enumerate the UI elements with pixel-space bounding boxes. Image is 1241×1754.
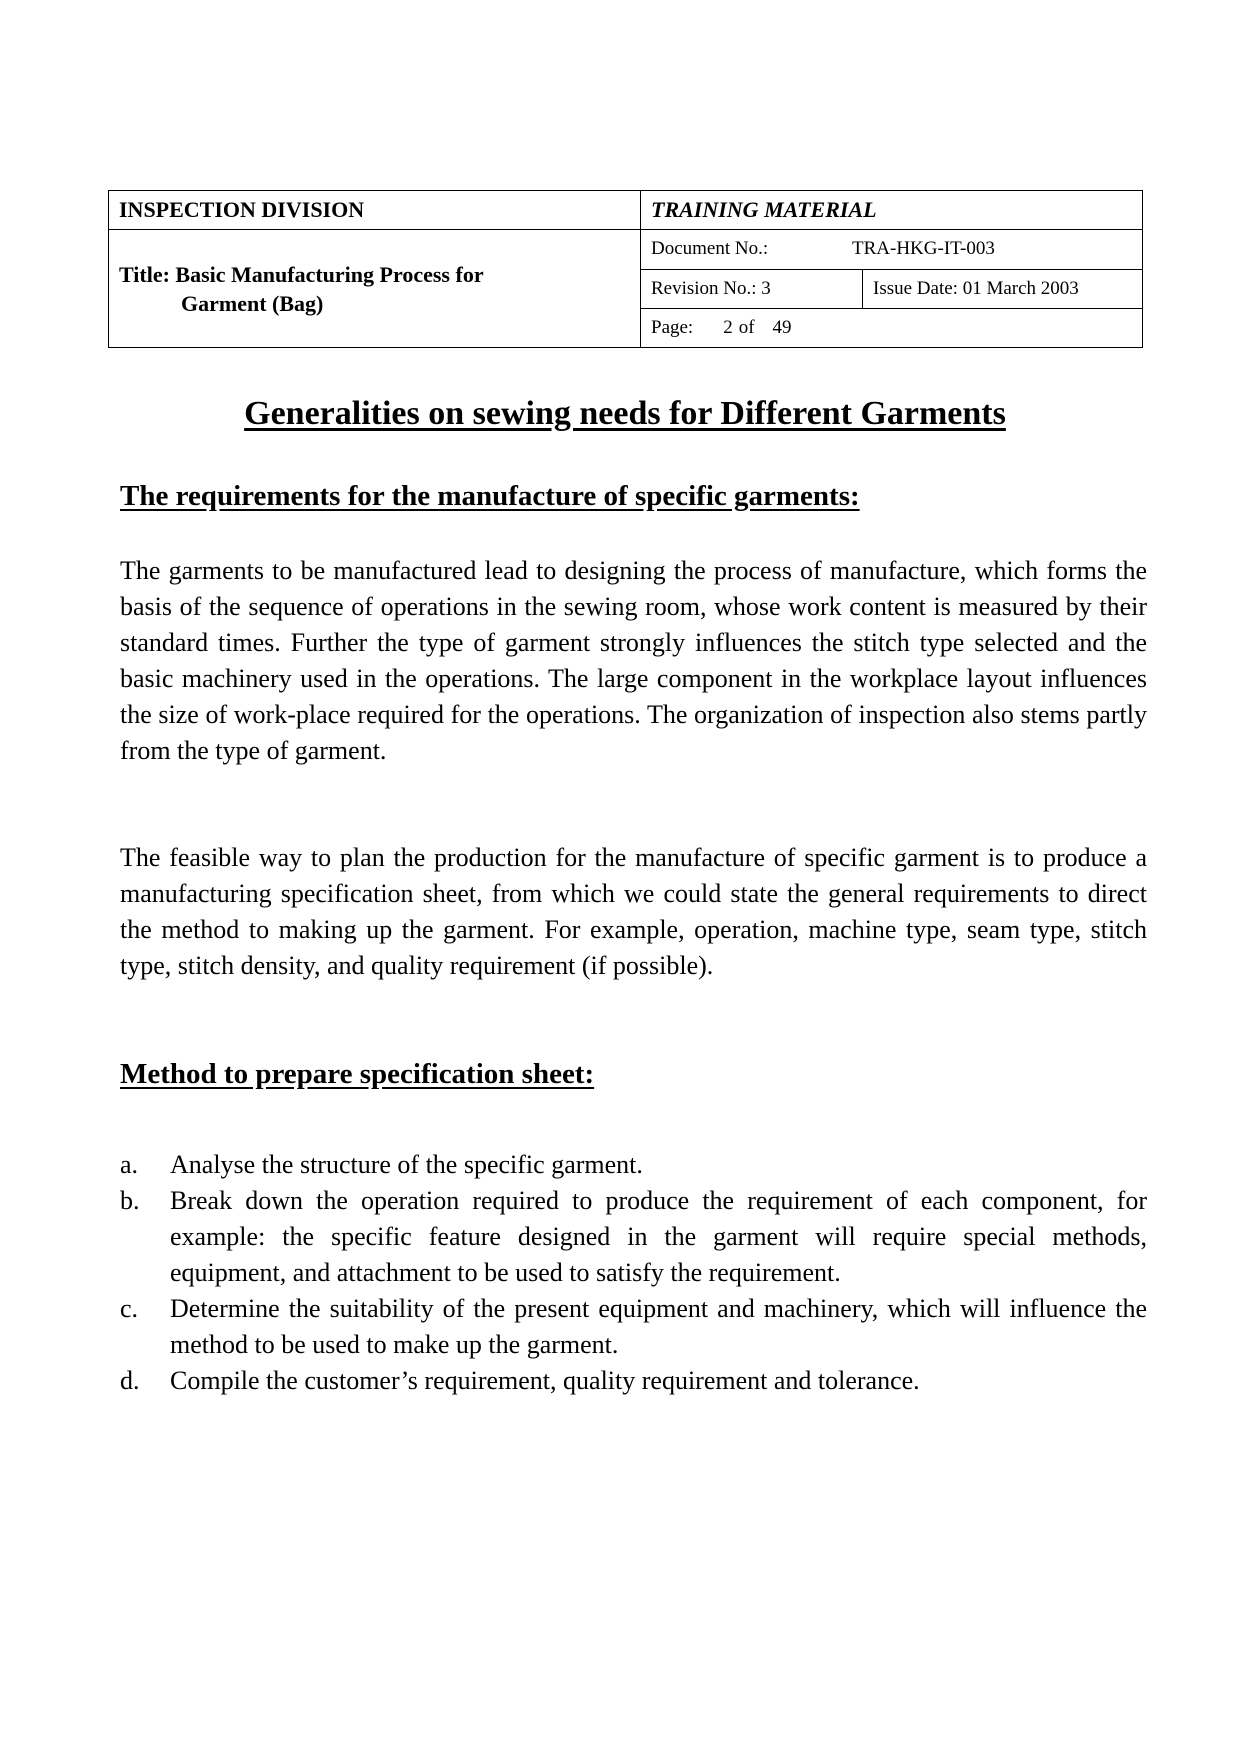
- page-label: Page:: [651, 316, 694, 338]
- document-number-value: TRA-HKG-IT-003: [852, 238, 995, 260]
- method-steps-list: [120, 1147, 1147, 1399]
- division-label: INSPECTION DIVISION: [109, 191, 641, 230]
- list-item: [120, 1183, 1147, 1291]
- list-marker: d.: [120, 1366, 140, 1395]
- page-title: Generalities on sewing needs for Different Garments: [244, 395, 1006, 432]
- issue-date: Issue Date: 01 March 2003: [863, 269, 1143, 308]
- page-of: of: [738, 316, 755, 338]
- page-number-cell: [641, 308, 1143, 347]
- section-heading-requirements: The requirements for the manufacture of specific garments:: [120, 480, 860, 512]
- title-line-2: Garment (Bag): [181, 290, 324, 316]
- document-number-label: Document No.:: [651, 238, 769, 260]
- revision-number: Revision No.: 3: [641, 269, 863, 308]
- page-current: 2: [723, 316, 733, 338]
- list-item-text: Break down the operation required to produce the requirement of each component, for example: the specific feature designed in the garment will require special methods, equipment, and attachment to be used to satisfy the requirement.: [170, 1186, 1147, 1287]
- document-title: [109, 230, 641, 348]
- list-marker: b.: [120, 1186, 140, 1215]
- section-heading-method: Method to prepare specification sheet:: [120, 1058, 595, 1090]
- list-item: [120, 1363, 1147, 1399]
- list-marker: a.: [120, 1150, 139, 1179]
- list-item: [120, 1147, 1147, 1183]
- list-item: [120, 1291, 1147, 1363]
- document-number-cell: [641, 230, 1143, 269]
- list-item-text: Analyse the structure of the specific garment.: [170, 1150, 643, 1179]
- paragraph-requirements: The garments to be manufactured lead to designing the process of manufacture, which forms the basis of the sequence of operations in the sewing room, whose work content is measured by their standard times. Further the type of garment strongly influences the stitch type selected and the basic machinery used in the operations. The large component in the workplace layout influences the size of work-place required for the operations. The organization of inspection also stems partly from the type of garment.: [120, 556, 1147, 765]
- paragraph-feasible-way: The feasible way to plan the production for the manufacture of specific garment is to produce a manufacturing specification sheet, from which we could state the general requirements to direct the method to making up the garment. For example, operation, machine type, seam type, stitch type, stitch density, and quality requirement (if possible).: [120, 843, 1147, 980]
- document-header-table: [108, 190, 1143, 348]
- list-marker: c.: [120, 1294, 139, 1323]
- list-item-text: Determine the suitability of the present equipment and machinery, which will influence the method to be used to make up the garment.: [170, 1294, 1147, 1359]
- list-item-text: Compile the customer’s requirement, quality requirement and tolerance.: [170, 1366, 920, 1395]
- page-total: 49: [772, 316, 792, 338]
- material-type-label: TRAINING MATERIAL: [641, 191, 1143, 230]
- title-line-1: Title: Basic Manufacturing Process for: [119, 261, 484, 287]
